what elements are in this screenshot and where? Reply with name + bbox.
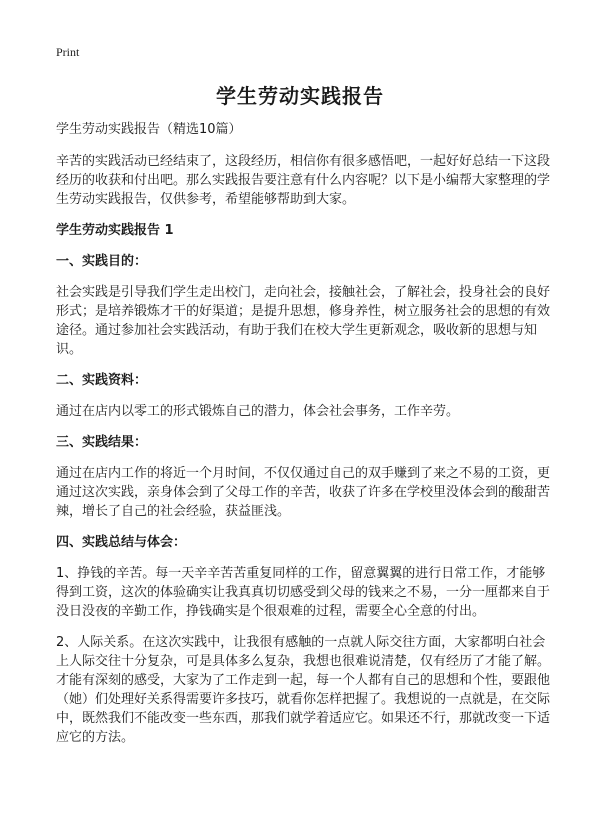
section-paragraph: 社会实践是引导我们学生走出校门，走向社会，接触社会，了解社会，投身社会的良好形式；是培养锻炼才干的好渠道；是提升思想，修身养性，树立服务社会的思想的有效途径。通过参加社会实践活动，有助于我们在校大学生更新观念，吸收新的思想与知识。 xyxy=(56,285,551,357)
section-heading-results: 三、实践结果： xyxy=(56,435,148,450)
print-link[interactable]: Print xyxy=(56,45,80,59)
section-paragraph: 2、人际关系。在这次实践中，让我很有感触的一点就人际交往方面，大家都明白社会上人际交往十分复杂，可是具体多么复杂，我想也很难说清楚，仅有经历了才能了解。才能有深刻的感受，大家为了工作走到一起，每一个人都有自己的思想和个性，要跟他（她）们处理好关系得需要许多技巧，就看你怎样把握了。我想说的一点就是，在交际中，既然我们不能改变一些东西，那我们就学着适应它。如果还不行，那就改变一下适应它的方法。 xyxy=(56,635,551,745)
document-body xyxy=(56,120,556,759)
section-heading-purpose: 一、实践目的： xyxy=(56,254,148,269)
page-title: 学生劳动实践报告 xyxy=(216,84,384,108)
document-subtitle: 学生劳动实践报告（精选10篇） xyxy=(56,122,242,137)
report-heading: 学生劳动实践报告 1 xyxy=(56,223,174,238)
intro-paragraph: 辛苦的实践活动已经结束了，这段经历，相信你有很多感悟吧，一起好好总结一下这段经历的收获和付出吧。那么实践报告要注意有什么内容呢？以下是小编帮大家整理的学生劳动实践报告，仅供参考，希望能够帮助到大家。 xyxy=(56,154,551,207)
section-heading-materials: 二、实践资料： xyxy=(56,373,148,388)
section-paragraph: 通过在店内以零工的形式锻炼自己的潜力，体会社会事务，工作辛劳。 xyxy=(56,404,460,419)
section-paragraph: 通过在店内工作的将近一个月时间，不仅仅通过自己的双手赚到了来之不易的工资，更通过这次实践，亲身体会到了父母工作的辛苦，收获了许多在学校里没体会到的酸甜苦辣，增长了自己的社会经验，获益匪浅。 xyxy=(56,466,551,519)
section-heading-summary: 四、实践总结与体会： xyxy=(56,535,187,550)
section-paragraph: 1、挣钱的辛苦。每一天辛辛苦苦重复同样的工作，留意翼翼的进行日常工作，才能够得到工资，这次的体验确实让我真真切切感受到父母的钱来之不易，一分一厘都来自于没日没夜的辛勤工作，挣钱确实是个很艰难的过程，需要全心全意的付出。 xyxy=(56,566,551,619)
